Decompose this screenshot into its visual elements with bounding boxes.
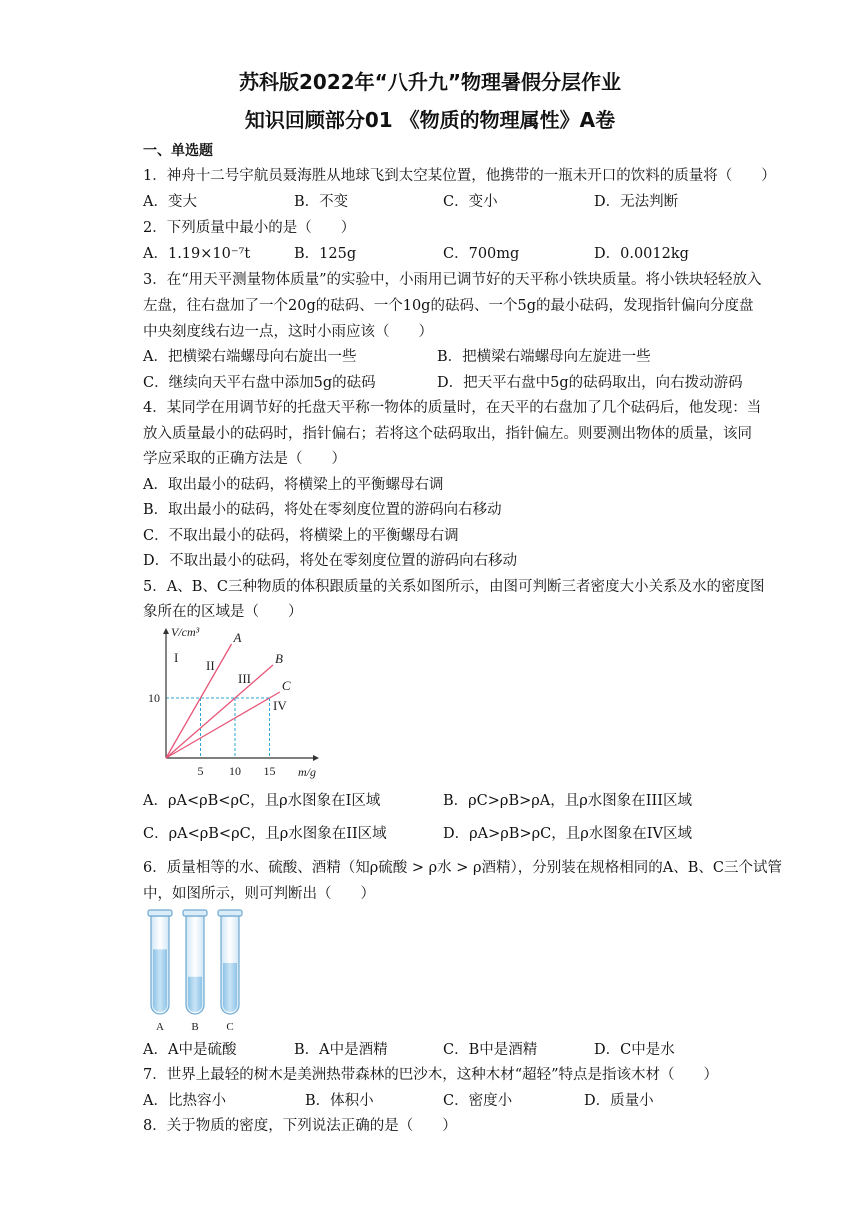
question-7-stem: 7．世界上最轻的树木是美洲热带森林的巴沙木，这种木材“超轻”特点是指该木材（ ）: [143, 1067, 719, 1083]
worksheet-subtitle: 知识回顾部分01 《物质的物理属性》A卷: [244, 108, 616, 132]
tube-liquid: [153, 949, 167, 1012]
q5-option-c: C．ρA<ρB<ρC，且ρ水图象在II区域: [143, 826, 387, 842]
q4-option-b: B．取出最小的砝码，将处在零刻度位置的游码向右移动: [143, 502, 502, 518]
q7-option-c: C．密度小: [443, 1093, 513, 1109]
q4-option-a: A．取出最小的砝码，将横梁上的平衡螺母右调: [143, 477, 444, 493]
q4-option-c: C．不取出最小的砝码，将横梁上的平衡螺母右调: [143, 528, 459, 544]
q1-option-b: B．不变: [294, 194, 349, 210]
q2-option-c: C．700mg: [443, 246, 520, 262]
q5-option-a: A．ρA<ρB<ρC，且ρ水图象在I区域: [143, 793, 381, 809]
section-heading: 一、单选题: [143, 143, 213, 159]
q6-option-b: B．A中是酒精: [294, 1042, 388, 1058]
tube-label: B: [191, 1021, 199, 1033]
q1-option-a: A．变大: [143, 194, 197, 210]
q5-option-d: D．ρA>ρB>ρC，且ρ水图象在IV区域: [443, 826, 692, 842]
q2-option-a: A．1.19×10⁻⁷t: [143, 246, 251, 262]
question-1-stem: 1．神舟十二号宇航员聂海胜从地球飞到太空某位置，他携带的一瓶未开口的饮料的质量将（ ）: [143, 168, 776, 184]
q3-option-b: B．把横梁右端螺母向左旋进一些: [437, 349, 651, 365]
x-tick-15: 15: [263, 764, 276, 778]
test-tube-b: [183, 910, 207, 1033]
q6-option-c: C．B中是酒精: [443, 1042, 538, 1058]
question-4-line-3: 学应采取的正确方法是（ ）: [143, 451, 346, 467]
question-5-line-1: 5．A、B、C三种物质的体积跟质量的关系如图所示，由图可判断三者密度大小关系及水的密度图: [143, 579, 765, 595]
x-axis-arrow: [313, 755, 319, 761]
q4-option-d: D．不取出最小的砝码，将处在零刻度位置的游码向右移动: [143, 553, 518, 569]
test-tubes-figure: [140, 902, 250, 1034]
question-8-stem: 8．关于物质的密度，下列说法正确的是（ ）: [143, 1118, 457, 1134]
series-line-c: [166, 692, 280, 758]
q6-option-a: A．A中是硫酸: [143, 1042, 237, 1058]
x-axis-label: m/g: [298, 765, 316, 779]
region-label-3: III: [238, 671, 251, 686]
q5-option-b: B．ρC>ρB>ρA，且ρ水图象在III区域: [443, 793, 692, 809]
tube-label: C: [226, 1021, 234, 1033]
q1-option-c: C．变小: [443, 194, 498, 210]
tube-liquid: [188, 977, 202, 1012]
question-2-stem: 2．下列质量中最小的是（ ）: [143, 220, 356, 236]
q6-option-d: D．C中是水: [594, 1042, 675, 1058]
question-3-line-3: 中央刻度线右边一点，这时小雨应该（ ）: [143, 324, 433, 340]
region-label-2: II: [206, 658, 215, 673]
tube-label: A: [156, 1021, 164, 1033]
question-5-line-2: 象所在的区域是（ ）: [143, 604, 303, 620]
question-3-line-1: 3．在“用天平测量物体质量”的实验中，小雨用已调节好的天平称小铁块质量。将小铁块轻轻放入: [143, 272, 762, 288]
volume-mass-chart: [143, 622, 333, 782]
worksheet-title: 苏科版2022年“八升九”物理暑假分层作业: [239, 70, 621, 94]
series-label-b: B: [274, 651, 283, 666]
q2-option-b: B．125g: [294, 246, 357, 262]
series-label-c: C: [281, 678, 291, 693]
y-axis-label: V/cm³: [171, 625, 200, 639]
region-label-1: I: [174, 650, 179, 665]
series-line-b: [166, 665, 273, 758]
question-3-line-2: 左盘，往右盘加了一个20g的砝码、一个10g的砝码、一个5g的最小砝码，发现指针偏向分度盘: [143, 298, 754, 314]
q7-option-a: A．比热容小: [143, 1093, 226, 1109]
region-label-4: IV: [273, 698, 287, 713]
question-6-line-1: 6．质量相等的水、硫酸、酒精（知ρ硫酸 > ρ水 > ρ酒精），分别装在规格相同的A、B、C三个试管: [143, 860, 783, 876]
y-tick-10: 10: [148, 691, 160, 705]
q7-option-d: D．质量小: [584, 1093, 654, 1109]
x-tick-5: 5: [197, 764, 204, 778]
q3-option-d: D．把天平右盘中5g的砝码取出，向右拨动游码: [437, 375, 743, 391]
question-6-line-2: 中，如图所示，则可判断出（ ）: [143, 886, 375, 902]
series-label-a: A: [233, 630, 242, 645]
q1-option-d: D．无法判断: [594, 194, 679, 210]
question-4-line-1: 4．某同学在用调节好的托盘天平称一物体的质量时，在天平的右盘加了几个砝码后，他发现：当: [143, 400, 762, 416]
q2-option-d: D．0.0012kg: [594, 246, 689, 262]
y-axis-arrow: [163, 628, 169, 634]
test-tube-a: [148, 910, 172, 1033]
test-tube-c: [218, 910, 242, 1033]
q7-option-b: B．体积小: [305, 1093, 374, 1109]
tube-rim: [218, 910, 242, 916]
q3-option-c: C．继续向天平右盘中添加5g的砝码: [143, 375, 376, 391]
tube-rim: [183, 910, 207, 916]
q3-option-a: A．把横梁右端螺母向右旋出一些: [143, 349, 357, 365]
question-4-line-2: 放入质量最小的砝码时，指针偏右；若将这个砝码取出，指针偏左。则要测出物体的质量，该同: [143, 426, 752, 442]
tube-liquid: [223, 963, 237, 1012]
tube-rim: [148, 910, 172, 916]
x-tick-10: 10: [229, 764, 241, 778]
